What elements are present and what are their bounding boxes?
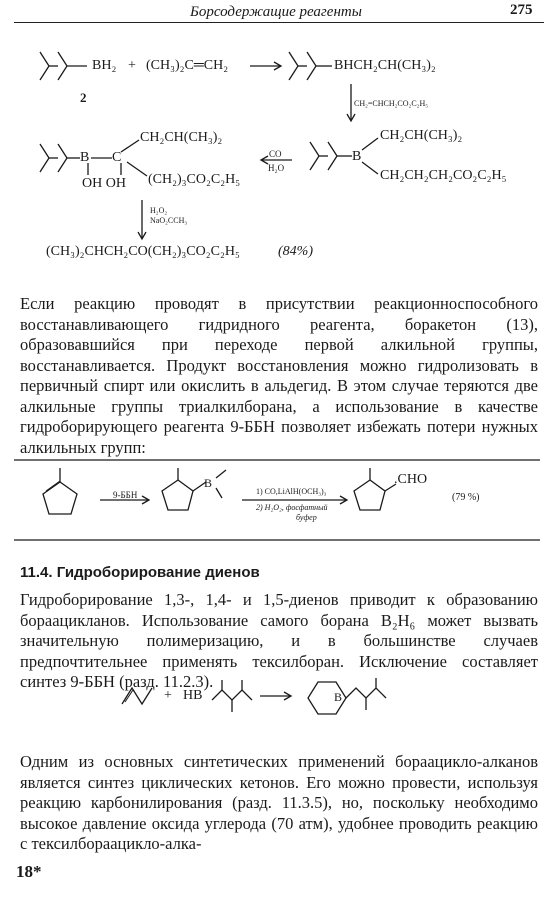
dialkylborane-formula: BHCH₂CH(CH₃)₂ (334, 58, 436, 73)
boron-atom-ring: B (334, 690, 343, 704)
methylcyclopentene-structure (43, 468, 77, 514)
page-number: 275 (510, 2, 533, 18)
isobutyl-group: CH₂CH(CH₃)₂ (380, 128, 463, 143)
thexyl-structure-3 (310, 138, 378, 174)
aldehyde-group: .CHO (394, 472, 428, 487)
paragraph-1: Если реакцию проводят в присутствии реакционноспособного восстанавливающего гидридного реагента, боракетон (13), образовавшийся при переходе первой алкильной группы, восстанавливается. Продукт восстановления можно гидролизовать в первичный спирт или окислить в альдегид. В этом случае теряются две алкильные группы триалкилборана, а использование в качестве гидроборирующего реагента 9-ББН позволяет избежать потери нужных алкильных групп: (20, 294, 538, 457)
paragraph-2: Гидроборирование 1,3-, 1,4- и 1,5-диенов приводит к образованию бораацикланов. Использование самого борана B₂H₆ может вызвать значительную полимеризацию, и в большинстве случаев предпочтительнее применять тексилборан. Исключение составляет синтез 9-ББН (разд. 11.2.3). (20, 590, 538, 691)
reagent-9bbn: 9-ББН (113, 490, 138, 500)
compound-number: 2 (80, 90, 87, 105)
thexyl-structure-1 (40, 52, 87, 80)
step2-reagents: 2) H₂O₂, фосфатный (256, 503, 328, 512)
buffer-label: буфер (296, 513, 317, 522)
running-title: Борсодержащие реагенты (190, 4, 362, 20)
paragraph-3: Одним из основных синтетических применений бораацикло-алканов является синтез циклических кетонов. Его можно провести, используя реакцию карбонилирования (разд. 11.3.5), но, поскольку необходимо высокое давление оксида углерода (70 атм), удобнее проводить реакцию с тексилбораацикло-алка- (20, 752, 538, 853)
keto-ester-product: (CH₃)₂CHCH₂CO(CH₂)₃CO₂C₂H₅ (46, 244, 240, 259)
plus-sign-2: + (164, 688, 172, 703)
aldehyde-structure (354, 468, 396, 510)
step1-reagents: 1) CO,LiAlH(OCH₃)₃ (256, 487, 327, 496)
thexyl-structure-2 (289, 52, 332, 80)
yield-79: (79 %) (452, 492, 480, 503)
boron-atom-9bbn: B (204, 476, 213, 490)
boron-atom-left: B (80, 150, 90, 165)
adduct-ester-chain: (CH₂)₃CO₂C₂H₅ (148, 172, 241, 187)
ester-chain: CH₂CH₂CH₂CO₂C₂H₅ (380, 168, 507, 183)
section-heading: 11.4. Гидроборирование диенов (20, 564, 260, 581)
hb-label: HB (183, 688, 203, 703)
co-reagent: CO (269, 149, 282, 159)
isobutylene-formula: (CH₃)₂C═CH₂ (146, 58, 229, 73)
water-reagent: H₂O (268, 163, 285, 173)
alkene-reagent-label: CH₂=CHCH₂CO₂C₂H₅ (354, 99, 429, 108)
hydroxyl-groups: OH OH (82, 176, 126, 191)
bh2-label: BH₂ (92, 58, 117, 73)
plus-sign: + (128, 58, 136, 73)
signature-mark: 18* (16, 862, 42, 881)
boron-atom-right: B (352, 149, 362, 164)
thexyl-structure-4 (40, 140, 147, 176)
peroxide-reagent: H₂O₂ (150, 206, 168, 215)
adduct-isobutyl: CH₂CH(CH₃)₂ (140, 130, 223, 145)
alkylborane-structure (162, 468, 226, 510)
yield-84: (84%) (278, 244, 313, 259)
acetate-reagent: NaO₂CCH₃ (150, 216, 188, 225)
carbon-atom: C (112, 150, 122, 165)
